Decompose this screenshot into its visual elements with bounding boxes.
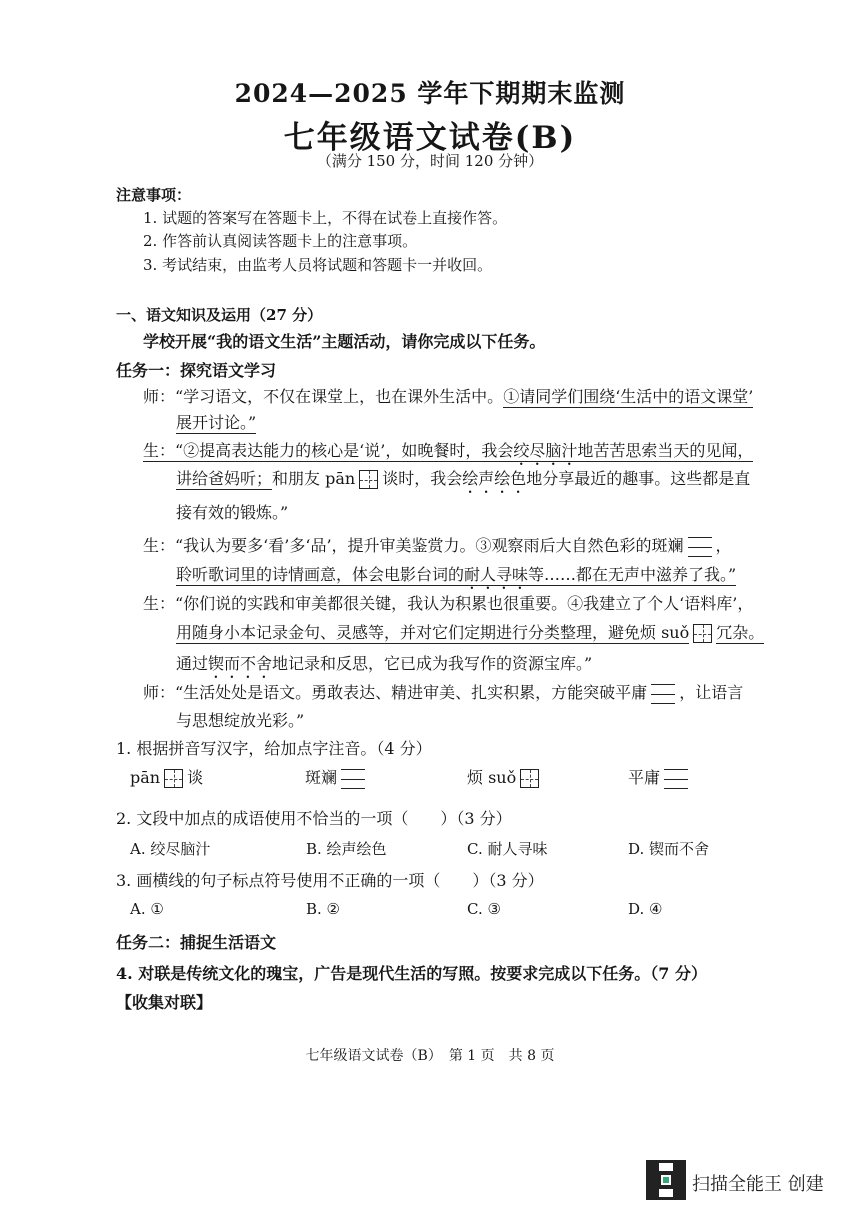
exam-title: 七年级语文试卷(B) bbox=[283, 120, 577, 156]
dialogue-teacher-2-line1: 师：“生活处处是语文。勇敢表达、精进审美、扎实积累，方能突破平庸 ，让语言 bbox=[143, 683, 744, 702]
four-line-box bbox=[651, 684, 675, 704]
collect-couplets-heading: 【收集对联】 bbox=[116, 993, 213, 1012]
dialogue-student-3-line3: 通过锲而不舍地记录和反思，它已成为我写作的资源宝库。” bbox=[176, 654, 593, 673]
four-line-box bbox=[688, 537, 712, 557]
dialogue-teacher-2-line2: 与思想绽放光彩。” bbox=[176, 711, 305, 730]
exam-score-time: （满分 150 分，时间 120 分钟） bbox=[316, 152, 544, 170]
dialogue-student-3-line2: 用随身小本记录金句、灵感等，并对它们定期进行分类整理，避免烦 suǒ 冗杂。 bbox=[176, 623, 765, 642]
q3-option-a: A. ① bbox=[130, 900, 164, 918]
question-3-stem: 3. 画横线的句子标点符号使用不正确的一项（ ）（3 分） bbox=[116, 871, 544, 890]
dialogue-teacher-1-line2: 展开讨论。” bbox=[176, 413, 257, 432]
q2-option-d: D. 锲而不舍 bbox=[628, 840, 710, 858]
question-1-stem: 1. 根据拼音写汉字，给加点字注音。（4 分） bbox=[116, 739, 432, 758]
idiom-dotted-b: 绘声绘色 bbox=[462, 469, 527, 488]
qr-code-icon bbox=[646, 1160, 686, 1200]
idiom-dotted-a: 绞尽脑汁 bbox=[513, 441, 578, 460]
scanner-watermark: 扫描全能王 创建 bbox=[692, 1174, 824, 1195]
task1-heading: 任务一：探究语文学习 bbox=[116, 361, 277, 380]
idiom-dotted-c: 耐人寻味 bbox=[464, 565, 529, 584]
task2-heading: 任务二：捕捉生活语文 bbox=[116, 933, 277, 952]
dialogue-student-1-line1: 生：“②提高表达能力的核心是‘说’，如晚餐时，我会绞尽脑汁地苦苦思索当天的见闻， bbox=[143, 441, 754, 460]
q1-item-banlan: 斑斓 bbox=[305, 765, 369, 789]
q3-option-d: D. ④ bbox=[628, 900, 663, 918]
dialogue-student-1-line3: 接有效的锻炼。” bbox=[176, 503, 289, 522]
idiom-dotted-d: 锲而不舍 bbox=[208, 654, 273, 673]
q1-item-pingyong: 平庸 bbox=[628, 765, 692, 789]
dialogue-student-2-line1: 生：“我认为要多‘看’多‘品’，提升审美鉴赏力。③观察雨后大自然色彩的斑斓 ， bbox=[143, 536, 732, 555]
q1-item-pan: pān 谈 bbox=[130, 768, 204, 787]
q3-option-b: B. ② bbox=[306, 900, 341, 918]
section1-heading: 一、语文知识及运用（27 分） bbox=[116, 306, 323, 324]
notice-item-3: 3. 考试结束，由监考人员将试题和答题卡一并收回。 bbox=[143, 256, 493, 274]
tianzige-box bbox=[520, 769, 539, 788]
notice-item-2: 2. 作答前认真阅读答题卡上的注意事项。 bbox=[143, 232, 418, 250]
four-line-box bbox=[341, 769, 365, 789]
q2-option-b: B. 绘声绘色 bbox=[306, 840, 387, 858]
question-4-stem: 4. 对联是传统文化的瑰宝，广告是现代生活的写照。按要求完成以下任务。（7 分） bbox=[116, 964, 707, 983]
page-footer: 七年级语文试卷（B） 第 1 页 共 8 页 bbox=[305, 1048, 555, 1064]
q1-item-fansuo: 烦 suǒ bbox=[467, 765, 543, 788]
dialogue-teacher-1-line1: 师：“学习语文，不仅在课堂上，也在课外生活中。①请同学们围绕‘生活中的语文课堂’ bbox=[143, 387, 754, 406]
section1-intro: 学校开展“我的语文生活”主题活动，请你完成以下任务。 bbox=[143, 332, 546, 351]
notice-item-1: 1. 试题的答案写在答题卡上，不得在试卷上直接作答。 bbox=[143, 209, 508, 227]
four-line-box bbox=[664, 769, 688, 789]
dialogue-student-1-line2: 讲给爸妈听；和朋友 pān 谈时，我会绘声绘色地分享最近的趣事。这些都是直 bbox=[176, 469, 751, 488]
tianzige-box bbox=[164, 769, 183, 788]
q2-option-c: C. 耐人寻味 bbox=[467, 840, 548, 858]
tianzige-box bbox=[693, 624, 712, 643]
q2-option-a: A. 绞尽脑汁 bbox=[130, 840, 211, 858]
notice-heading: 注意事项： bbox=[116, 186, 192, 204]
q3-option-c: C. ③ bbox=[467, 900, 501, 918]
dialogue-student-2-line2: 聆听歌词里的诗情画意，体会电影台词的耐人寻味等……都在无声中滋养了我。” bbox=[176, 565, 737, 584]
question-2-stem: 2. 文段中加点的成语使用不恰当的一项（ ）（3 分） bbox=[116, 809, 512, 828]
tianzige-box bbox=[359, 470, 378, 489]
exam-period-title: 2024—2025 学年下期期末监测 bbox=[234, 79, 626, 108]
dialogue-student-3-line1: 生：“你们说的实践和审美都很关键，我认为积累也很重要。④我建立了个人‘语料库’， bbox=[143, 594, 754, 613]
